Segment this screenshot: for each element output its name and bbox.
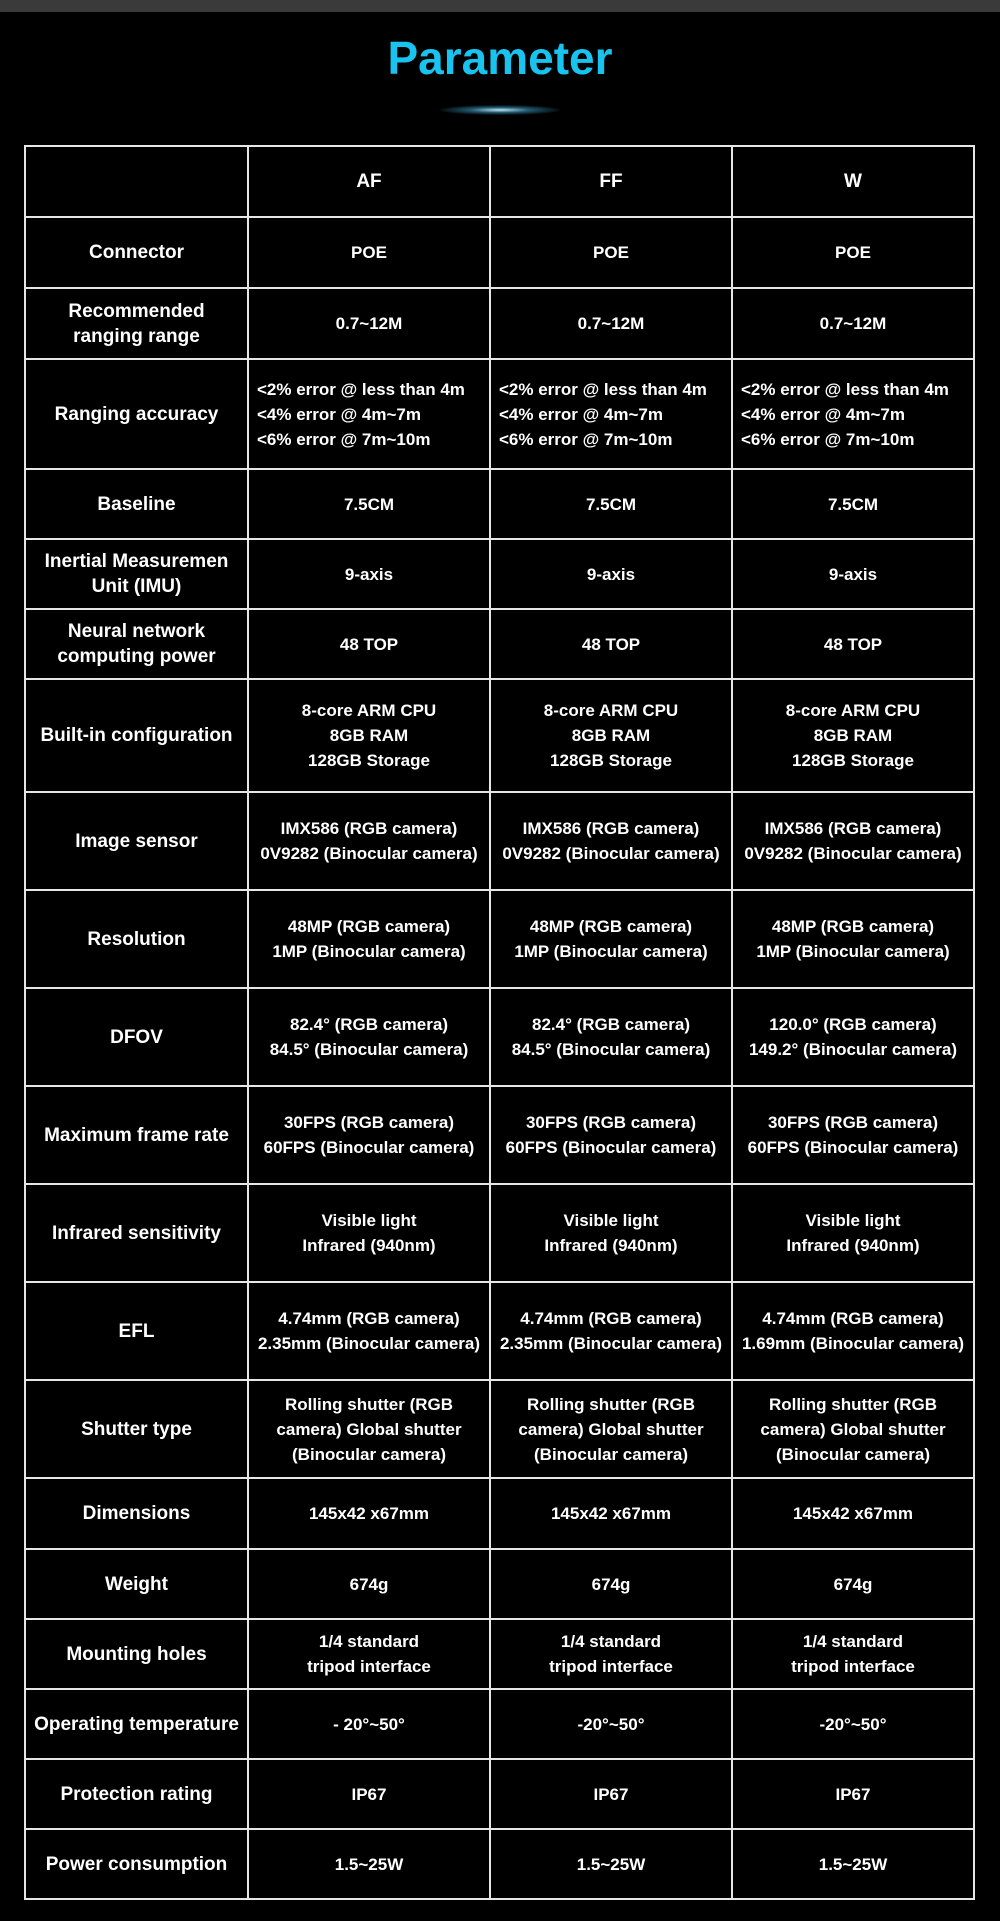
row-value: Rolling shutter (RGB camera) Global shutter (Binocular camera): [490, 1380, 732, 1478]
row-value: 145x42 x67mm: [490, 1478, 732, 1549]
header-cell-af: AF: [248, 146, 490, 217]
row-value: 145x42 x67mm: [248, 1478, 490, 1549]
table-row: [25, 1549, 974, 1619]
row-value: 0.7~12M: [732, 288, 974, 359]
row-value: 4.74mm (RGB camera) 2.35mm (Binocular camera): [248, 1282, 490, 1380]
row-value: <2% error @ less than 4m <4% error @ 4m~7m <6% error @ 7m~10m: [490, 359, 732, 469]
row-value: IP67: [732, 1759, 974, 1829]
table-row: [25, 988, 974, 1086]
row-label: Power consumption: [25, 1829, 248, 1899]
table-row: [25, 359, 974, 469]
row-value: 1/4 standard tripod interface: [248, 1619, 490, 1689]
row-value: IP67: [490, 1759, 732, 1829]
table-row: [25, 609, 974, 679]
header-cell-w: W: [732, 146, 974, 217]
row-value: 48MP (RGB camera) 1MP (Binocular camera): [490, 890, 732, 988]
row-label: Connector: [25, 217, 248, 288]
table-header-row: [25, 146, 974, 217]
row-value: 48 TOP: [248, 609, 490, 679]
table-row: [25, 1184, 974, 1282]
table-row: [25, 1829, 974, 1899]
table-row: [25, 1478, 974, 1549]
row-label: DFOV: [25, 988, 248, 1086]
table-row: [25, 288, 974, 359]
row-value: 1.5~25W: [248, 1829, 490, 1899]
row-value: 8-core ARM CPU 8GB RAM 128GB Storage: [732, 679, 974, 792]
row-label: Recommended ranging range: [25, 288, 248, 359]
row-label: Built-in configuration: [25, 679, 248, 792]
row-label: Image sensor: [25, 792, 248, 890]
row-value: 120.0° (RGB camera) 149.2° (Binocular camera): [732, 988, 974, 1086]
table-row: [25, 1619, 974, 1689]
table-row: [25, 679, 974, 792]
top-strip: [0, 0, 1000, 12]
table-row: [25, 1086, 974, 1184]
table-row: [25, 890, 974, 988]
row-value: 674g: [248, 1549, 490, 1619]
row-value: IMX586 (RGB camera) 0V9282 (Binocular camera): [490, 792, 732, 890]
row-value: POE: [490, 217, 732, 288]
row-value: 9-axis: [248, 539, 490, 609]
row-value: 48MP (RGB camera) 1MP (Binocular camera): [732, 890, 974, 988]
row-value: 9-axis: [490, 539, 732, 609]
row-label: Operating temperature: [25, 1689, 248, 1759]
table-row: [25, 792, 974, 890]
row-value: 4.74mm (RGB camera) 2.35mm (Binocular camera): [490, 1282, 732, 1380]
row-label: Protection rating: [25, 1759, 248, 1829]
row-value: IMX586 (RGB camera) 0V9282 (Binocular camera): [732, 792, 974, 890]
row-value: 7.5CM: [732, 469, 974, 539]
row-value: Visible light Infrared (940nm): [732, 1184, 974, 1282]
parameter-table: [24, 145, 975, 1900]
row-value: 30FPS (RGB camera) 60FPS (Binocular camera): [732, 1086, 974, 1184]
row-value: Visible light Infrared (940nm): [490, 1184, 732, 1282]
row-value: 7.5CM: [490, 469, 732, 539]
row-value: Rolling shutter (RGB camera) Global shutter (Binocular camera): [248, 1380, 490, 1478]
row-value: -20°~50°: [732, 1689, 974, 1759]
row-value: 0.7~12M: [248, 288, 490, 359]
row-value: 1.5~25W: [732, 1829, 974, 1899]
table-row: [25, 539, 974, 609]
row-label: Infrared sensitivity: [25, 1184, 248, 1282]
row-value: 4.74mm (RGB camera) 1.69mm (Binocular camera): [732, 1282, 974, 1380]
row-value: Rolling shutter (RGB camera) Global shutter (Binocular camera): [732, 1380, 974, 1478]
row-label: Resolution: [25, 890, 248, 988]
row-value: 674g: [490, 1549, 732, 1619]
row-label: Neural network computing power: [25, 609, 248, 679]
row-value: 1.5~25W: [490, 1829, 732, 1899]
table-row: [25, 1689, 974, 1759]
table-row: [25, 1759, 974, 1829]
row-label: Dimensions: [25, 1478, 248, 1549]
row-value: <2% error @ less than 4m <4% error @ 4m~7m <6% error @ 7m~10m: [248, 359, 490, 469]
row-value: 0.7~12M: [490, 288, 732, 359]
row-value: 8-core ARM CPU 8GB RAM 128GB Storage: [248, 679, 490, 792]
row-value: 30FPS (RGB camera) 60FPS (Binocular camera): [490, 1086, 732, 1184]
row-value: 8-core ARM CPU 8GB RAM 128GB Storage: [490, 679, 732, 792]
row-value: IMX586 (RGB camera) 0V9282 (Binocular camera): [248, 792, 490, 890]
row-value: IP67: [248, 1759, 490, 1829]
row-value: 674g: [732, 1549, 974, 1619]
row-value: -20°~50°: [490, 1689, 732, 1759]
row-label: Shutter type: [25, 1380, 248, 1478]
row-value: 1/4 standard tripod interface: [490, 1619, 732, 1689]
row-value: Visible light Infrared (940nm): [248, 1184, 490, 1282]
row-value: 1/4 standard tripod interface: [732, 1619, 974, 1689]
row-label: Weight: [25, 1549, 248, 1619]
row-label: Inertial Measuremen Unit (IMU): [25, 539, 248, 609]
page-title: Parameter: [387, 32, 613, 84]
row-value: 145x42 x67mm: [732, 1478, 974, 1549]
row-label: EFL: [25, 1282, 248, 1380]
row-value: 9-axis: [732, 539, 974, 609]
row-value: 7.5CM: [248, 469, 490, 539]
row-value: - 20°~50°: [248, 1689, 490, 1759]
row-value: 48 TOP: [732, 609, 974, 679]
row-value: 82.4° (RGB camera) 84.5° (Binocular camera): [248, 988, 490, 1086]
table-row: [25, 217, 974, 288]
table-row: [25, 469, 974, 539]
row-value: POE: [732, 217, 974, 288]
table-row: [25, 1282, 974, 1380]
row-value: POE: [248, 217, 490, 288]
row-label: Baseline: [25, 469, 248, 539]
row-value: 48MP (RGB camera) 1MP (Binocular camera): [248, 890, 490, 988]
header-cell-empty: [25, 146, 248, 217]
header-cell-ff: FF: [490, 146, 732, 217]
row-value: <2% error @ less than 4m <4% error @ 4m~7m <6% error @ 7m~10m: [732, 359, 974, 469]
row-value: 48 TOP: [490, 609, 732, 679]
row-label: Ranging accuracy: [25, 359, 248, 469]
row-label: Mounting holes: [25, 1619, 248, 1689]
row-value: 30FPS (RGB camera) 60FPS (Binocular camera): [248, 1086, 490, 1184]
table-row: [25, 1380, 974, 1478]
title-glow-divider: [440, 105, 560, 115]
row-label: Maximum frame rate: [25, 1086, 248, 1184]
row-value: 82.4° (RGB camera) 84.5° (Binocular camera): [490, 988, 732, 1086]
